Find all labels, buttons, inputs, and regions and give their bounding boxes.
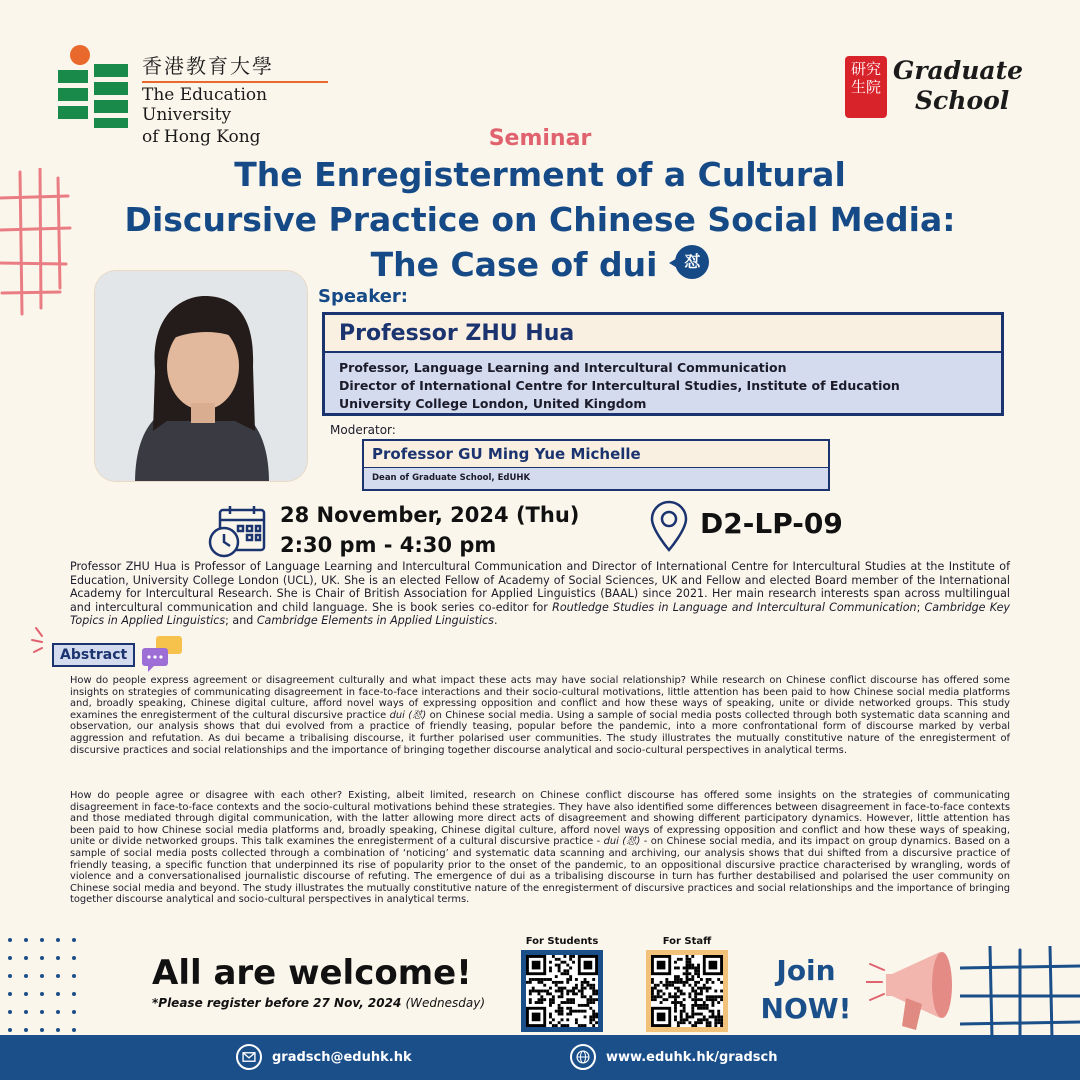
qr-code-icon: [526, 955, 598, 1027]
abstract-label: Abstract: [52, 643, 135, 667]
title-line-1: The Enregisterment of a Cultural: [234, 155, 846, 194]
footer-website[interactable]: [570, 1044, 778, 1070]
speaker-role-2: Director of International Centre for Intercultural Studies, Institute of Education: [339, 378, 900, 393]
globe-icon: [570, 1044, 596, 1070]
abstract-paragraph-1: How do people express agreement or disagreement culturally and what impact these acts may have social relationship? While research on Chinese conflict discourse has offered some insights on strategies of communicating disagreement in face-to-face interactions and their socio-cultural motivations, little attention has been paid to how Chinese social media platforms and, broadly speaking, Chinese digital culture, afford novel ways of expressing opposition and conflict and how these ways of speaking, unite or divide networked groups. This study examines the enregisterment of the cultural discursive practice dui (怼) on Chinese social media. Using a sample of social media posts collected through both systematic data scanning and observation, our analysis shows that dui evolved from a practice of friendly teasing, popular before the pandemic, into a more confrontational form of discourse marked by verbal aggression and refutation. As dui became a tribalising discourse, it further polarised user communities. The study illustrates the mutually constitutive nature of the enregisterment of discursive practices and social relationships and the importance of bringing together discourse analytical and socio-cultural perspectives in analytical terms.: [70, 675, 1010, 756]
qr-students-label: For Students: [525, 936, 599, 947]
join-now-callout: Join NOW!: [760, 954, 852, 1025]
moderator-label: Moderator:: [330, 423, 396, 437]
footer-bar: [0, 1035, 1080, 1080]
graduate-school-seal: 研究 生院: [845, 56, 887, 118]
speaker-photo: [94, 270, 308, 482]
speaker-name: Professor ZHU Hua: [325, 315, 1001, 353]
eduhk-logo: [58, 44, 338, 147]
location-pin-icon: [648, 500, 690, 552]
book-series-2: Cambridge Key Topics in Applied Linguistics: [70, 600, 1010, 627]
footer-email[interactable]: [236, 1044, 412, 1070]
eduhk-emblem-icon: [58, 44, 132, 128]
abstract-paragraph-2: How do people agree or disagree with each other? Existing, albeit limited, research on Chinese conflict discourse has offered some insights on the strategies of communicating disagreement in face-to-face contexts and the socio-cultural motivations behind these strategies. They have also identified some differences between disagreement in face-to-face contexts and those mediated through digital communication, with the latter allowing more direct acts of disagreement and showing different participatory dynamics. However, little attention has been paid to how Chinese social media platforms and, broadly speaking, Chinese digital culture, afford novel ways of expressing opposition and conflict and how these ways of speaking, unite or divide networked groups. This talk examines the enregisterment of a cultural discursive practice - dui (怼) - on Chinese social media, and its impact on group dynamics. Based on a sample of social media posts collected through a combination of ‘noticing’ and systematic data scanning and archiving, our analysis shows that dui shifted from a discursive practice of friendly teasing, a specific function that underpinned its rise of popularity prior to the onset of the pandemic, to an oppositional discursive practice characterised by wrangling, words of violence and a conversationalised journalistic discourse of refuting. The emergence of dui as a tribalising discourse in turn has further destabilised and polarised the user community on Chinese social media and beyond. The study illustrates the mutually constitutive nature of the enregisterment of discursive practices and social relationships and the importance of bringing together discourse analytical and socio-cultural perspectives in analytical terms.: [70, 790, 1010, 906]
graduate-school-logo: [845, 52, 1025, 124]
event-title: [60, 152, 1020, 287]
dui-speech-bubble-icon: 怼: [669, 245, 709, 281]
event-date: 28 November, 2024 (Thu): [280, 503, 580, 527]
welcome-heading: All are welcome!: [152, 953, 472, 993]
qr-code-students[interactable]: [521, 936, 603, 1032]
calendar-clock-icon: [208, 504, 266, 558]
moderator-role: Dean of Graduate School, EdUHK: [372, 473, 531, 483]
moderator-card: [362, 439, 830, 491]
book-series-1: Routledge Studies in Language and Intercultural Communication: [552, 600, 917, 614]
speaker-portrait-icon: [95, 271, 308, 482]
event-venue: D2-LP-09: [700, 507, 843, 540]
speaker-role-1: Professor, Language Learning and Intercultural Communication: [339, 360, 787, 375]
speaker-role-3: University College London, United Kingdom: [339, 396, 647, 411]
email-address[interactable]: gradsch@eduhk.hk: [272, 1049, 412, 1065]
university-name-cn: 香港教育大學: [142, 54, 328, 83]
title-line-2: Discursive Practice on Chinese Social Media:: [124, 200, 956, 239]
megaphone-icon: [866, 946, 970, 1034]
moderator-name: Professor GU Ming Yue Michelle: [364, 441, 828, 468]
school-name-line1: Graduate: [893, 56, 1024, 85]
qr-code-staff[interactable]: [646, 936, 728, 1032]
email-icon: [236, 1044, 262, 1070]
speaker-bio: Professor ZHU Hua is Professor of Language Learning and Intercultural Communication and Director of International Centre for Intercultural Studies at the Institute of Education, University College London (UCL), UK. She is an elected Fellow of Academy of Social Sciences, UK and Fellow and elected Board member of the International Academy for Intercultural Research. She is Chair of British Association for Applied Linguistics (BAAL) since 2021. Her main research interests span across multilingual and intercultural communication and child language. She is book series co-editor for Routledge Studies in Language and Intercultural Communication; Cambridge Key Topics in Applied Linguistics; and Cambridge Elements in Applied Linguistics.: [70, 560, 1010, 627]
event-datetime: [280, 500, 579, 560]
school-name-line2: School: [915, 86, 1010, 115]
qr-staff-label: For Staff: [662, 936, 712, 947]
speaker-label: Speaker:: [318, 286, 408, 307]
university-name-en-1: The Education University: [142, 85, 268, 125]
dot-decoration: [4, 934, 80, 1034]
book-series-3: Cambridge Elements in Applied Linguistics: [256, 614, 494, 627]
website-url[interactable]: www.eduhk.hk/gradsch: [606, 1049, 778, 1065]
university-name-en-2: of Hong Kong: [142, 127, 261, 147]
title-line-3: The Case of dui: [370, 245, 658, 284]
event-time: 2:30 pm - 4:30 pm: [280, 533, 497, 557]
speaker-card: [322, 312, 1004, 416]
qr-code-icon: [651, 955, 723, 1027]
event-type-label: Seminar: [488, 126, 592, 151]
grid-decoration-right: [960, 946, 1080, 1038]
register-deadline: *Please register before 27 Nov, 2024 (Wednesday): [152, 996, 486, 1010]
